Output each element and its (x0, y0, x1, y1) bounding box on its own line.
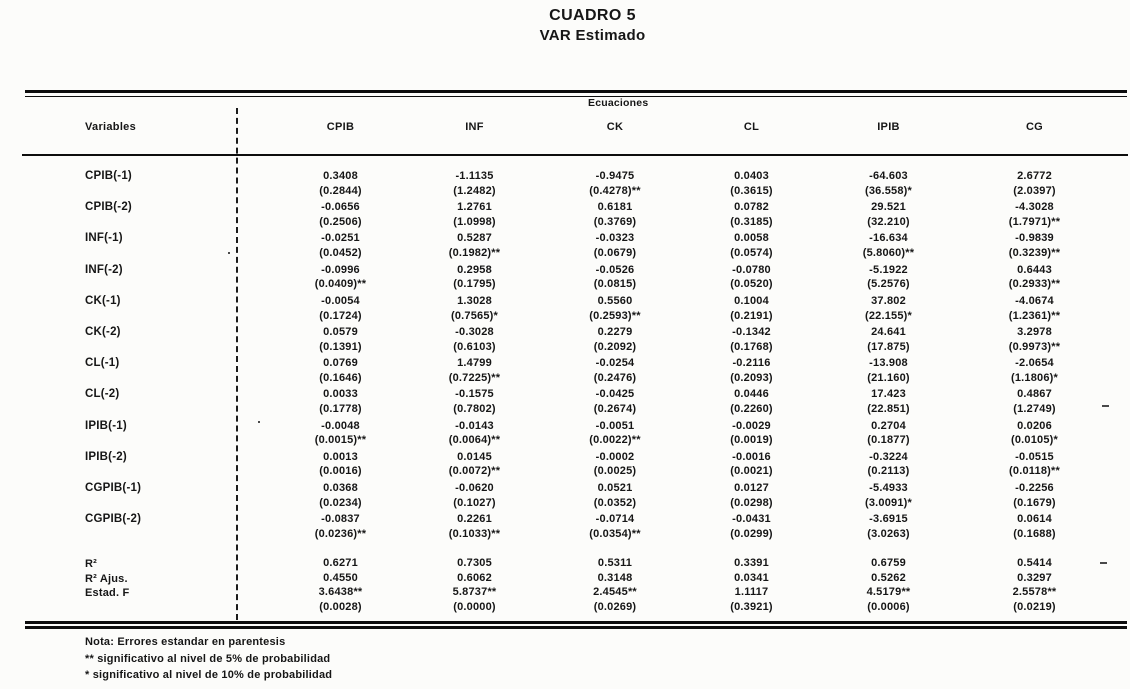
coefficient-value: 24.641 (871, 325, 906, 338)
value-cell (237, 200, 404, 230)
stat-value: 1.1117 (734, 586, 769, 599)
standard-error-value: (17.875) (867, 340, 910, 353)
value-cell (237, 450, 404, 480)
coefficient-value: -0.0515 (1015, 450, 1054, 463)
coefficient-value: -3.6915 (869, 513, 908, 526)
coefficient-value: 0.0579 (323, 325, 358, 338)
coefficient-value: 0.0058 (734, 232, 769, 245)
standard-error-value: (0.2093) (730, 371, 773, 384)
standard-error-value: (0.1724) (319, 309, 362, 322)
standard-error-value: (0.0354)** (589, 527, 641, 540)
value-cell (959, 419, 1110, 449)
value-cell (404, 231, 545, 261)
stat-value: (0.0000) (453, 600, 496, 613)
value-cell (685, 325, 818, 355)
standard-error-value: (0.1688) (1013, 527, 1056, 540)
value-cell (685, 481, 818, 511)
coefficient-value: 0.0403 (734, 170, 769, 182)
coefficient-value: -0.0051 (595, 419, 635, 432)
column-header-ck: CK (606, 121, 624, 133)
scan-artifact (228, 252, 230, 254)
column-header-cl: CL (743, 121, 760, 133)
value-cell (818, 356, 959, 386)
value-cell (237, 294, 404, 324)
stat-label: Estad. F (85, 587, 130, 600)
value-cell (685, 387, 818, 417)
value-cell (818, 419, 959, 449)
coefficient-value: 0.0521 (597, 481, 633, 494)
standard-error-value: (0.0021) (730, 465, 773, 478)
coefficient-value: 37.802 (871, 294, 906, 307)
stat-value: 0.7305 (457, 557, 492, 569)
table-row (22, 449, 1110, 480)
value-cell (237, 231, 404, 261)
coefficient-value: 0.2704 (871, 419, 906, 432)
coefficient-value: -0.0002 (595, 450, 635, 463)
coefficient-value: -0.3224 (869, 450, 908, 463)
value-cell (685, 512, 818, 542)
coefficient-value: -4.0674 (1015, 294, 1054, 307)
value-cell (959, 450, 1110, 480)
stat-value: 2.4545** (593, 586, 637, 599)
standard-error-value: (0.2933)** (1008, 278, 1061, 291)
standard-error-value: (0.2260) (730, 403, 773, 416)
table-row (22, 355, 1110, 386)
row-label: CL(-2) (85, 388, 120, 401)
value-cell (685, 169, 818, 199)
coefficient-value: 0.2261 (457, 513, 492, 526)
standard-error-value: (0.9973)** (1008, 340, 1061, 353)
value-cell (404, 356, 545, 386)
coefficient-value: -1.1135 (455, 170, 494, 182)
value-cell (404, 450, 545, 480)
value-cell (237, 419, 404, 449)
column-header-cg: CG (1025, 121, 1044, 133)
scan-artifact (1102, 405, 1109, 407)
coefficient-value: 29.521 (871, 201, 906, 214)
standard-error-value: (1.2749) (1013, 403, 1056, 416)
row-label: CL(-1) (85, 357, 120, 370)
table-notes (85, 634, 332, 684)
coefficient-value: -16.634 (869, 232, 908, 245)
coefficient-value: -0.2116 (732, 357, 771, 370)
value-cell (685, 231, 818, 261)
stat-value: 3.6438** (318, 586, 363, 599)
standard-error-value: (0.2113) (867, 465, 910, 478)
value-cell (545, 169, 685, 199)
standard-error-value: (1.7971)** (1008, 215, 1061, 228)
stat-value: (0.0269) (593, 600, 637, 613)
coefficient-value: -0.0254 (595, 357, 635, 370)
stat-value: 5.8737** (452, 586, 497, 599)
variables-header: Variables (85, 121, 137, 133)
standard-error-value: (0.2593)** (589, 309, 641, 322)
coefficient-value: 0.0614 (1017, 513, 1052, 526)
coefficient-value: -0.0780 (732, 263, 771, 276)
value-cell (237, 263, 404, 293)
coefficient-value: 0.0013 (323, 450, 358, 463)
standard-error-value: (0.1982)** (448, 247, 501, 260)
scan-artifact (258, 421, 260, 423)
value-cell (818, 169, 959, 199)
value-cell (545, 356, 685, 386)
stat-value: 0.3148 (597, 571, 633, 584)
stat-row (22, 585, 1110, 600)
stat-value: 0.5414 (1017, 557, 1052, 569)
standard-error-value: (0.0409)** (314, 278, 367, 291)
value-cell (685, 263, 818, 293)
value-cell (959, 387, 1110, 417)
standard-error-value: (0.0452) (319, 247, 362, 260)
value-cell (404, 200, 545, 230)
value-cell (959, 231, 1110, 261)
standard-error-value: (0.1679) (1013, 496, 1056, 509)
value-cell (685, 356, 818, 386)
coefficient-value: 0.3408 (323, 170, 358, 182)
standard-error-value: (0.0019) (730, 434, 773, 447)
standard-error-value: (3.0091)* (864, 496, 913, 509)
standard-error-value: (2.0397) (1013, 184, 1056, 197)
top-rule-thick (25, 90, 1127, 93)
stat-value: 2.5578** (1012, 586, 1057, 599)
value-cell (959, 294, 1110, 324)
table-body (0, 168, 1110, 542)
stat-label (22, 600, 237, 615)
stat-value: 0.6271 (323, 557, 358, 569)
value-cell (404, 263, 545, 293)
table-row (22, 386, 1110, 417)
coefficient-value: -0.0714 (595, 513, 635, 526)
table-row (22, 324, 1110, 355)
row-label: IPIB(-2) (85, 450, 127, 463)
coefficient-value: 1.3028 (457, 294, 492, 307)
value-cell (237, 512, 404, 542)
value-cell (545, 263, 685, 293)
stat-value: 4.5179** (866, 586, 911, 599)
bottom-rule-thick (25, 626, 1127, 629)
standard-error-value: (0.3615) (730, 184, 773, 197)
row-label: CK(-2) (85, 325, 121, 338)
standard-error-value: (1.2482) (453, 184, 496, 197)
stats-block (0, 556, 1110, 614)
standard-error-value: (5.2576) (867, 278, 910, 291)
value-cell (545, 512, 685, 542)
value-cell (818, 200, 959, 230)
standard-error-value: (0.0234) (319, 496, 362, 509)
coefficient-value: 0.5560 (597, 294, 633, 307)
value-cell (237, 481, 404, 511)
coefficient-value: -5.4933 (869, 481, 908, 494)
coefficient-value: -0.0837 (321, 513, 360, 526)
coefficient-value: 0.0782 (734, 201, 769, 214)
column-header-inf: INF (465, 121, 484, 133)
standard-error-value: (0.0520) (730, 278, 773, 291)
coefficient-value: 0.6181 (597, 201, 633, 214)
standard-error-value: (21.160) (867, 371, 910, 384)
standard-error-value: (22.155)* (864, 309, 913, 322)
value-cell (818, 387, 959, 417)
top-rule-thin (25, 96, 1127, 97)
coefficient-value: -0.0029 (732, 419, 771, 432)
value-cell (237, 356, 404, 386)
coefficient-value: 0.0127 (734, 481, 769, 494)
stat-value: 0.3297 (1017, 571, 1052, 584)
note-line-3: * significativo al nivel de 10% de probabilidad (85, 669, 333, 681)
coefficient-value: 0.6443 (1017, 263, 1052, 276)
coefficient-value: -0.0323 (595, 232, 635, 245)
scan-artifact (1100, 562, 1107, 564)
coefficient-value: -0.0143 (455, 419, 494, 432)
standard-error-value: (0.6103) (453, 340, 496, 353)
standard-error-value: (0.1877) (867, 434, 910, 447)
value-cell (404, 512, 545, 542)
coefficient-value: -0.9475 (595, 170, 635, 182)
table-row (22, 480, 1110, 511)
value-cell (237, 325, 404, 355)
standard-error-value: (0.2674) (593, 403, 637, 416)
column-header-ipib: IPIB (877, 121, 900, 133)
column-header-cpib: CPIB (326, 121, 355, 133)
row-label: INF(-2) (85, 263, 123, 276)
stat-value: 0.0341 (734, 571, 769, 584)
standard-error-value: (0.3185) (730, 215, 773, 228)
stat-row (22, 600, 1110, 615)
stat-label: R² (85, 558, 98, 570)
value-cell (404, 419, 545, 449)
value-cell (545, 481, 685, 511)
stat-value: 0.4550 (323, 571, 358, 584)
row-label: CPIB(-2) (85, 201, 132, 214)
standard-error-value: (0.1027) (453, 496, 496, 509)
standard-error-value: (36.558)* (864, 184, 913, 197)
coefficient-value: -0.0016 (732, 450, 771, 463)
row-label: INF(-1) (85, 232, 123, 245)
standard-error-value: (0.2191) (730, 309, 773, 322)
table-row (22, 262, 1110, 293)
coefficient-value: -0.0251 (321, 232, 360, 245)
value-cell (545, 387, 685, 417)
standard-error-value: (0.3239)** (1008, 247, 1061, 260)
value-cell (959, 169, 1110, 199)
standard-error-value: (0.1391) (319, 340, 362, 353)
value-cell (545, 450, 685, 480)
stat-row (22, 571, 1110, 586)
value-cell (545, 325, 685, 355)
value-cell (959, 325, 1110, 355)
coefficient-value: 0.2958 (457, 263, 492, 276)
stat-label: R² Ajus. (85, 572, 128, 585)
standard-error-value: (0.7802) (453, 403, 496, 416)
coefficient-value: -64.603 (869, 170, 908, 182)
value-cell (404, 325, 545, 355)
standard-error-value: (0.0015)** (314, 434, 367, 447)
value-cell (818, 512, 959, 542)
standard-error-value: (22.851) (867, 403, 910, 416)
coefficient-value: 0.0206 (1017, 419, 1052, 432)
table-row (22, 418, 1110, 449)
row-label: CGPIB(-2) (85, 513, 142, 526)
standard-error-value: (0.0352) (593, 496, 637, 509)
row-label: CK(-1) (85, 294, 121, 307)
value-cell (818, 450, 959, 480)
standard-error-value: (0.2506) (319, 215, 362, 228)
coefficient-value: 0.4867 (1017, 388, 1052, 401)
coefficient-value: 0.0446 (734, 388, 769, 401)
standard-error-value: (0.0236)** (314, 527, 367, 540)
standard-error-value: (0.2476) (593, 371, 637, 384)
standard-error-value: (1.1806)* (1010, 371, 1059, 384)
coefficient-value: -0.0425 (595, 388, 635, 401)
value-cell (685, 450, 818, 480)
coefficient-value: -13.908 (869, 357, 908, 370)
standard-error-value: (32.210) (867, 215, 910, 228)
standard-error-value: (0.0016) (319, 465, 362, 478)
value-cell (237, 387, 404, 417)
standard-error-value: (1.0998) (453, 215, 496, 228)
value-cell (685, 200, 818, 230)
coefficient-value: 0.0769 (323, 357, 358, 370)
standard-error-value: (0.0679) (593, 247, 637, 260)
stat-value: 0.5311 (597, 557, 633, 569)
standard-error-value: (0.7565)* (450, 309, 499, 322)
value-cell (545, 294, 685, 324)
column-group-header: Ecuaciones (588, 97, 649, 109)
note-line-2: ** significativo al nivel de 5% de probabilidad (85, 652, 331, 665)
value-cell (959, 200, 1110, 230)
standard-error-value: (0.4278)** (589, 184, 641, 197)
row-label: CPIB(-1) (85, 170, 132, 182)
standard-error-value: (0.7225)** (448, 371, 501, 384)
standard-error-value: (0.0025) (593, 465, 637, 478)
standard-error-value: (0.0574) (730, 247, 773, 260)
value-cell (545, 419, 685, 449)
coefficient-value: 1.4799 (457, 357, 492, 370)
standard-error-value: (0.0118)** (1009, 465, 1060, 478)
coefficient-value: -0.0054 (321, 294, 360, 307)
value-cell (404, 169, 545, 199)
title-line-1: CUADRO 5 (549, 7, 636, 24)
standard-error-value: (0.2092) (593, 340, 637, 353)
standard-error-value: (0.1778) (319, 403, 362, 416)
value-cell (959, 481, 1110, 511)
table-row (22, 199, 1110, 230)
stat-value: (0.3921) (730, 600, 773, 613)
row-label: IPIB(-1) (85, 419, 127, 432)
table-row (22, 511, 1110, 542)
coefficient-value: 0.0033 (323, 388, 358, 401)
value-cell (959, 512, 1110, 542)
value-cell (818, 263, 959, 293)
stat-row (22, 556, 1110, 571)
standard-error-value: (0.2844) (319, 184, 362, 197)
standard-error-value: (0.0072)** (448, 465, 501, 478)
coefficient-value: 0.0145 (457, 450, 492, 463)
value-cell (404, 481, 545, 511)
stat-value: 0.6062 (457, 571, 492, 584)
standard-error-value: (0.1795) (453, 278, 496, 291)
standard-error-value: (0.0064)** (448, 434, 501, 447)
coefficient-value: -5.1922 (869, 263, 908, 276)
standard-error-value: (0.0022)** (589, 434, 641, 447)
standard-error-value: (0.0105)* (1010, 434, 1059, 447)
value-cell (237, 169, 404, 199)
table-header-row (22, 112, 1130, 142)
coefficient-value: 0.1004 (734, 294, 769, 307)
coefficient-value: -0.0996 (321, 263, 360, 276)
coefficient-value: 0.2279 (597, 325, 633, 338)
standard-error-value: (5.8060)** (862, 247, 915, 260)
coefficient-value: -0.1342 (732, 325, 771, 338)
value-cell (818, 231, 959, 261)
value-cell (545, 231, 685, 261)
value-cell (404, 387, 545, 417)
standard-error-value: (0.1768) (730, 340, 773, 353)
value-cell (959, 263, 1110, 293)
standard-error-value: (0.3769) (593, 215, 637, 228)
standard-error-value: (0.0815) (593, 278, 637, 291)
value-cell (959, 356, 1110, 386)
standard-error-value: (1.2361)** (1008, 309, 1061, 322)
coefficient-value: 1.2761 (457, 201, 492, 214)
coefficient-value: -0.3028 (455, 325, 494, 338)
note-line-1: Nota: Errores estandar en parentesis (85, 636, 286, 648)
stat-value: (0.0006) (867, 600, 910, 613)
coefficient-value: -0.0431 (732, 513, 771, 526)
stat-value: (0.0219) (1013, 600, 1056, 613)
table-row (22, 230, 1110, 261)
coefficient-value: 17.423 (871, 388, 906, 401)
coefficient-value: 0.5287 (457, 232, 492, 245)
value-cell (685, 419, 818, 449)
value-cell (404, 294, 545, 324)
coefficient-value: -0.0656 (321, 201, 360, 214)
value-cell (818, 325, 959, 355)
bottom-rule-thin (25, 621, 1127, 624)
standard-error-value: (0.1033)** (448, 527, 501, 540)
coefficient-value: 2.6772 (1017, 170, 1052, 182)
coefficient-value: -0.0620 (455, 481, 494, 494)
stat-value: 0.3391 (734, 557, 769, 569)
stat-value: 0.5262 (871, 571, 906, 584)
value-cell (818, 294, 959, 324)
stat-value: 0.6759 (871, 557, 906, 569)
coefficient-value: -2.0654 (1015, 357, 1054, 370)
coefficient-value: -0.0526 (595, 263, 635, 276)
coefficient-value: -0.1575 (455, 388, 494, 401)
coefficient-value: 0.0368 (323, 481, 358, 494)
standard-error-value: (0.0298) (730, 496, 773, 509)
coefficient-value: -0.9839 (1015, 232, 1054, 245)
coefficient-value: -4.3028 (1015, 201, 1054, 214)
table-title (0, 6, 1130, 46)
coefficient-value: 3.2978 (1017, 325, 1052, 338)
table-row (22, 168, 1110, 199)
stat-value: (0.0028) (319, 600, 362, 613)
value-cell (545, 200, 685, 230)
coefficient-value: -0.2256 (1015, 481, 1054, 494)
table-row (22, 293, 1110, 324)
value-cell (818, 481, 959, 511)
value-cell (685, 294, 818, 324)
header-rule (22, 154, 1128, 156)
standard-error-value: (0.1646) (319, 371, 362, 384)
row-label: CGPIB(-1) (85, 481, 142, 494)
standard-error-value: (0.0299) (730, 527, 773, 540)
standard-error-value: (3.0263) (867, 527, 910, 540)
coefficient-value: -0.0048 (321, 419, 360, 432)
title-line-2: VAR Estimado (539, 27, 646, 44)
